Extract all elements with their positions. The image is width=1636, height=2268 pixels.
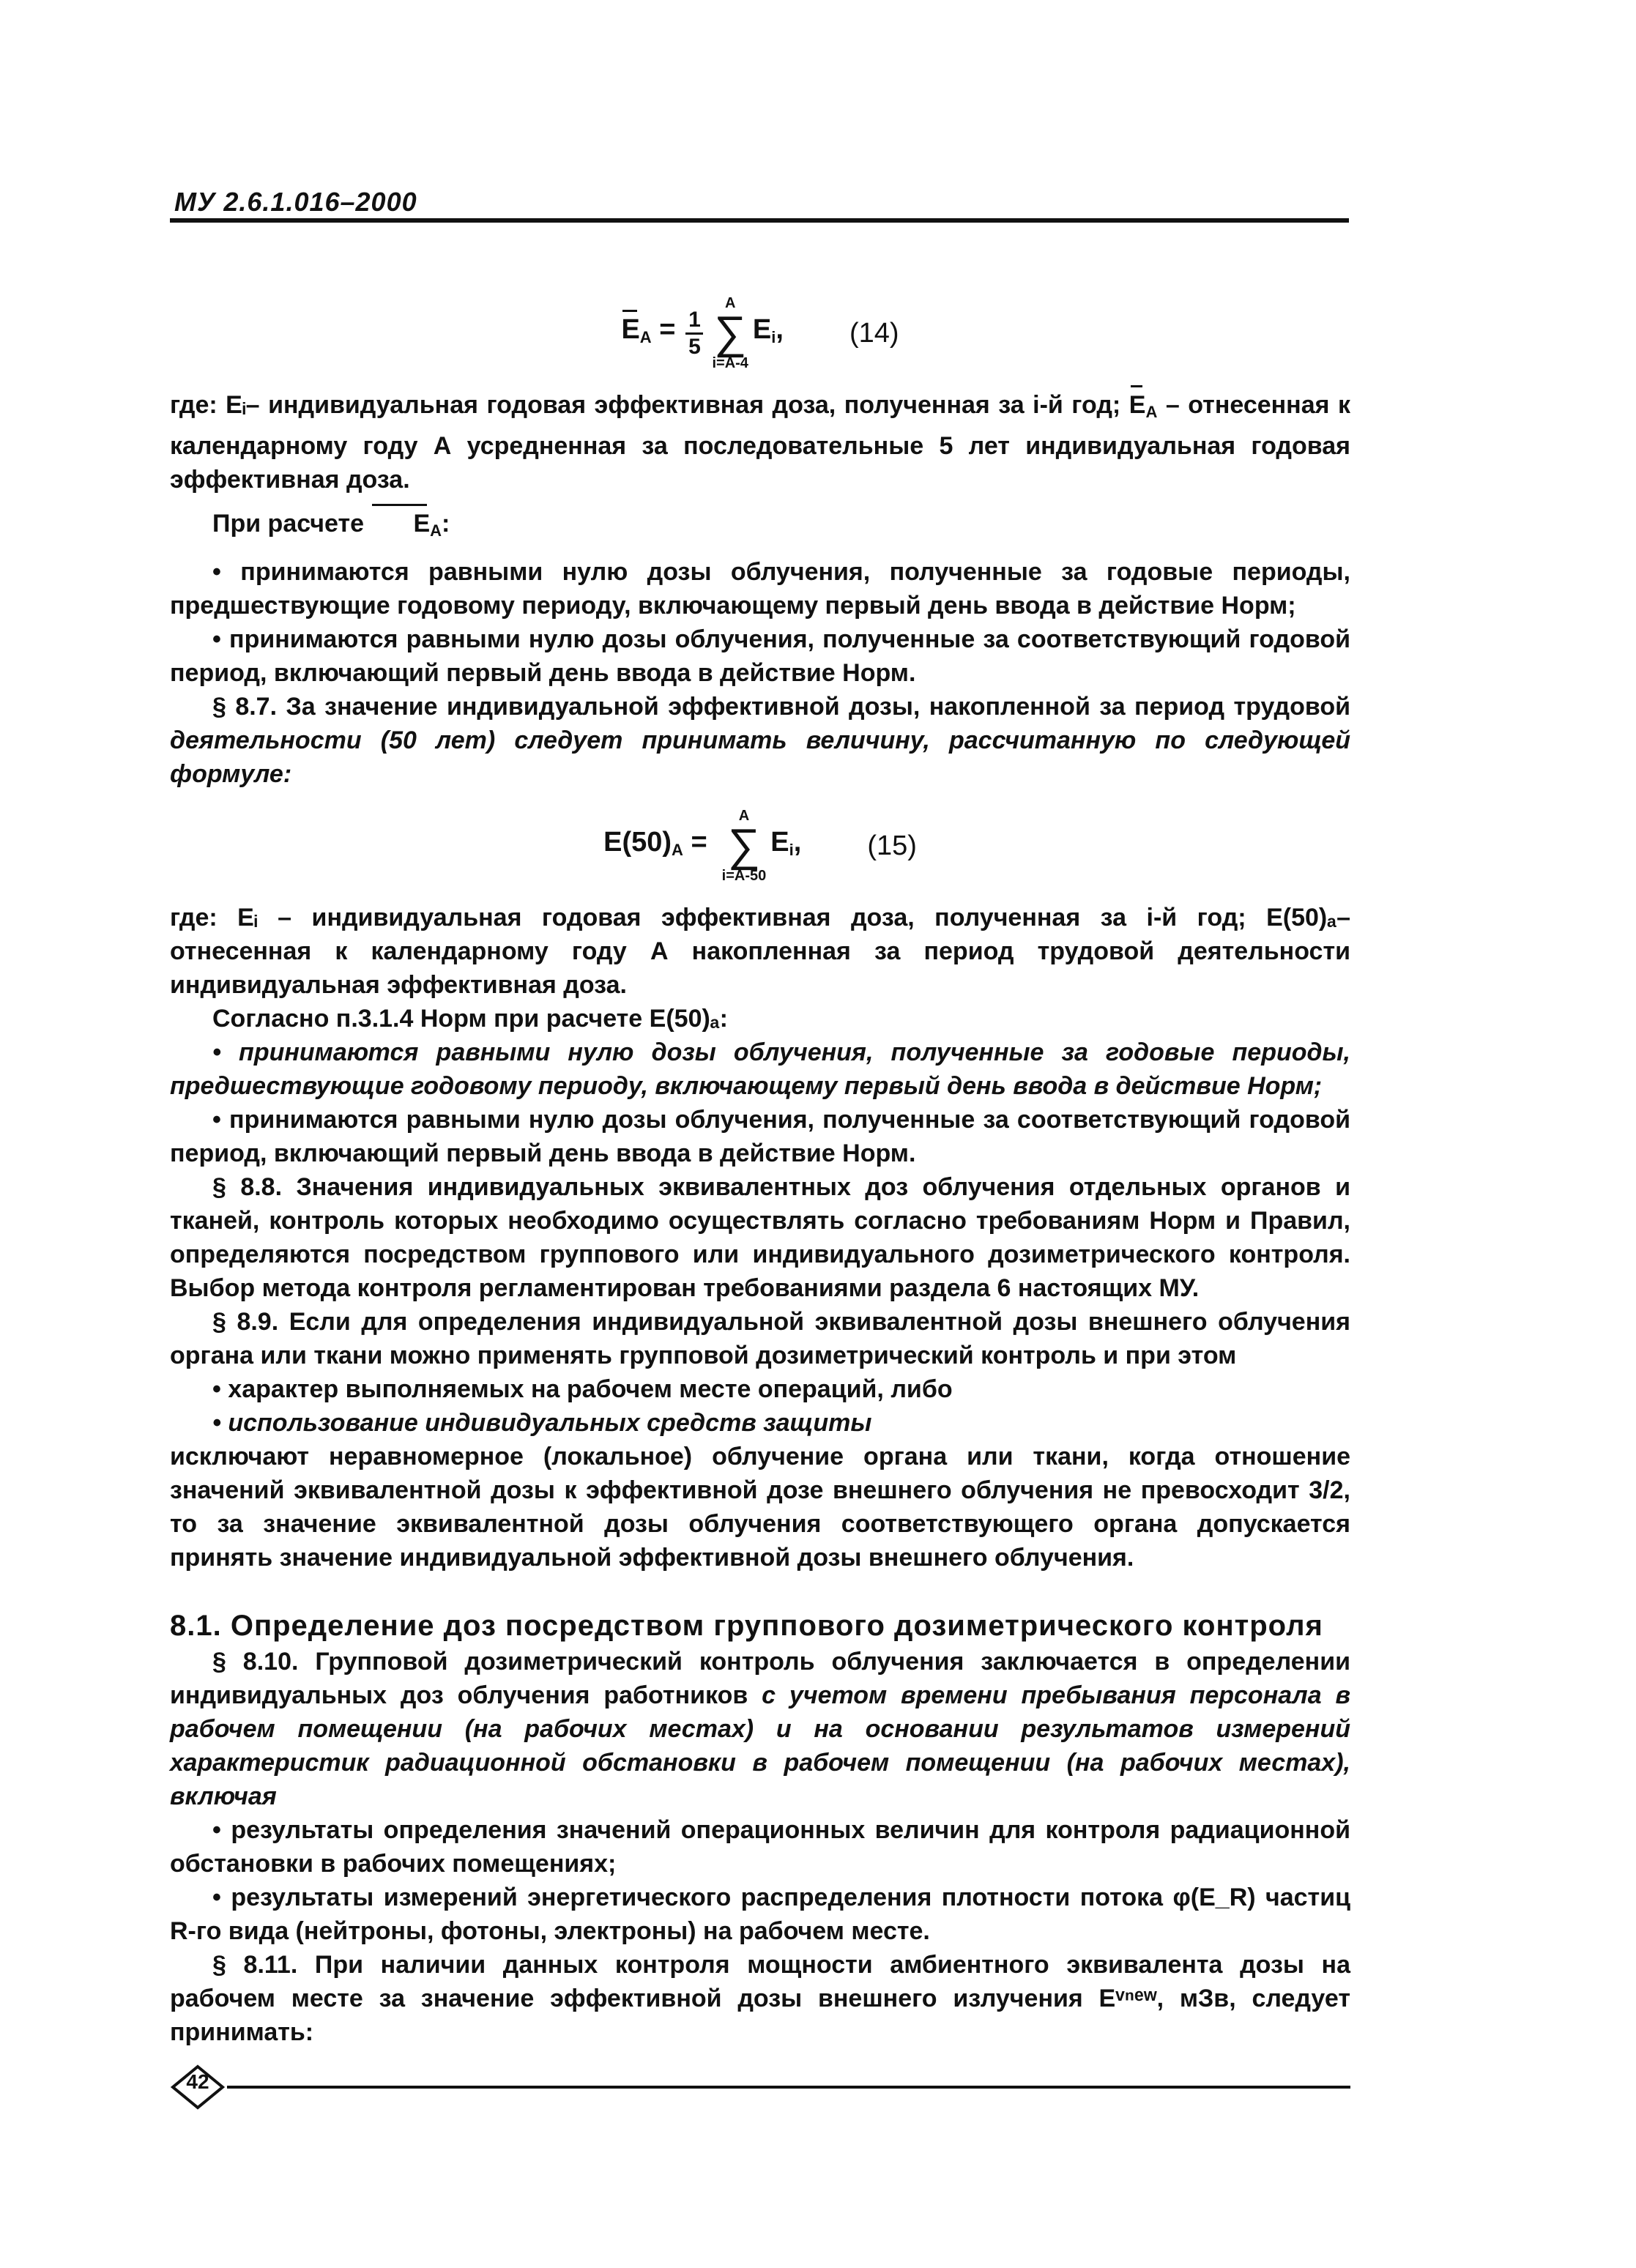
paragraph-8-7: § 8.7. За значение индивидуальной эффективной дозы, накопленной за период трудовой деятельности (50 лет) следует принимать величину, рассчитанную по следующей формуле: [170, 693, 1350, 788]
formula-15: $E(50)_A$ = A ∑ i=A-50 $E_i$, (15) [603, 808, 917, 884]
formula-15-equals: = [691, 826, 707, 858]
formula-14-sum-upper: A [724, 295, 736, 311]
page-number: 42 [186, 2070, 209, 2093]
formula-15-sum-lower: i=A-50 [721, 868, 767, 884]
formula-15-sum [722, 808, 767, 884]
formula-14-numerator: 1 [688, 307, 701, 332]
document-body [170, 278, 1350, 2049]
formula-14-fraction [685, 308, 703, 360]
document-code: МУ 2.6.1.016–2000 [174, 187, 417, 217]
formula-14-denominator: 5 [688, 334, 701, 359]
sigma-icon: ∑ [714, 308, 747, 358]
formula-15-number: (15) [867, 830, 917, 861]
formula-14-equals: = [659, 313, 676, 345]
paragraph-4: где: Eᵢ – индивидуальная годовая эффективная доза, полученная за i-й год; E(50)ₐ– отнесенная к календарному году А накопленная за период трудовой деятельности индивидуальная эффективная доза. [170, 904, 1350, 999]
formula-14: $E_A$ = $\frac{1}{5}$ A ∑ i=A-4 $E_i$, (14) [621, 295, 899, 371]
formula-15-term: E [770, 826, 789, 858]
paragraph-8-8: § 8.8. Значения индивидуальных эквивалентных доз облучения отдельных органов и тканей, контроль которых необходимо осуществлять согласно требованиям Норм и Правил, определяются посредством группового или индивидуального дозиметрического контроля. Выбор метода контроля регламентирован требованиями раздела 6 настоящих МУ. [170, 1173, 1350, 1302]
bullet-4: • принимаются равными нулю дозы облучения, полученные за соответствующий годовой период, включающий первый день ввода в действие Норм. [170, 1106, 1350, 1167]
formula-14-lhs: E [621, 313, 640, 345]
formula-15-lhs: E(50) [603, 826, 672, 858]
bullet-3: • принимаются равными нулю дозы облучения, полученные за годовые периоды, предшествующие годовому периоду, включающему первый день ввода в действие Норм; [170, 1038, 1350, 1100]
formula-14-sum [712, 295, 748, 371]
bullet-8: • результаты измерений энергетического распределения плотности потока φ(E_R) частиц R-го вида (нейтроны, фотоны, электроны) на рабочем месте. [170, 1884, 1350, 1945]
formula-15-lhs-sub: A [672, 840, 683, 859]
paragraph-5: Согласно п.3.1.4 Норм при расчете E(50)ₐ: [212, 1005, 728, 1033]
sigma-icon: ∑ [727, 820, 761, 871]
mean-dose-symbol: E [1129, 388, 1146, 422]
formula-15-term-sub: i [789, 840, 794, 859]
footer-divider [227, 2086, 1350, 2089]
section-heading: 8.1. Определение доз посредством группового дозиметрического контроля [170, 1610, 1323, 1642]
paragraph-8-10: § 8.10. Групповой дозиметрический контроль облучения заключается в определении индивидуальных доз облучения работников с учетом времени пребывания персонала в рабочем помещении (на рабочих местах) и на основании результатов измерений характеристик радиационной обстановки в рабочем помещении (на рабочих местах), включая [170, 1648, 1350, 1810]
paragraph-8-11: § 8.11. При наличии данных контроля мощности амбиентного эквивалента дозы на рабочем месте за значение эффективной дозы внешнего излучения Eᵛⁿᵉʷ, мЗв, следует принимать: [170, 1951, 1350, 2046]
formula-14-term-sub: i [771, 327, 776, 346]
formula-15-sum-upper: A [738, 808, 750, 824]
bullet-6: • использование индивидуальных средств защиты [212, 1409, 872, 1437]
bullet-2: • принимаются равными нулю дозы облучения, полученные за соответствующий годовой период, включающий первый день ввода в действие Норм. [170, 625, 1350, 687]
formula-14-sum-lower: i=A-4 [712, 355, 748, 371]
paragraph-1: где: Eᵢ– индивидуальная годовая эффективная доза, полученная за i-й год; $E_A$ – отнесенная к календарному году А усредненная за последовательные 5 лет индивидуальная годовая эффективная доза. [170, 388, 1350, 497]
paragraph-2: При расчете $E_A$: [170, 507, 1350, 548]
mean-dose-symbol: E [371, 507, 430, 540]
bullet-7: • результаты определения значений операционных величин для контроля радиационной обстановки в рабочих помещениях; [170, 1816, 1350, 1878]
formula-14-number: (14) [849, 318, 899, 349]
formula-14-lhs-sub: A [639, 327, 652, 346]
paragraph-8-9-cont: исключают неравномерное (локальное) облучение органа или ткани, когда отношение значений эквивалентной дозы к эффективной дозе внешнего облучения не превосходит 3/2, то за значение эквивалентной дозы облучения соответствующего органа допускается принять значение индивидуальной эффективной дозы внешнего облучения. [170, 1443, 1350, 1572]
paragraph-8-9: § 8.9. Если для определения индивидуальной эквивалентной дозы внешнего облучения органа или ткани можно применять групповой дозиметрический контроль и при этом [170, 1308, 1350, 1369]
formula-14-term: E [752, 313, 772, 345]
page-footer [170, 2064, 1350, 2108]
header-divider [170, 218, 1349, 223]
bullet-1: • принимаются равными нулю дозы облучения, полученные за годовые периоды, предшествующие годовому периоду, включающему первый день ввода в действие Норм; [170, 558, 1350, 620]
bullet-5: • характер выполняемых на рабочем месте операций, либо [212, 1375, 953, 1403]
